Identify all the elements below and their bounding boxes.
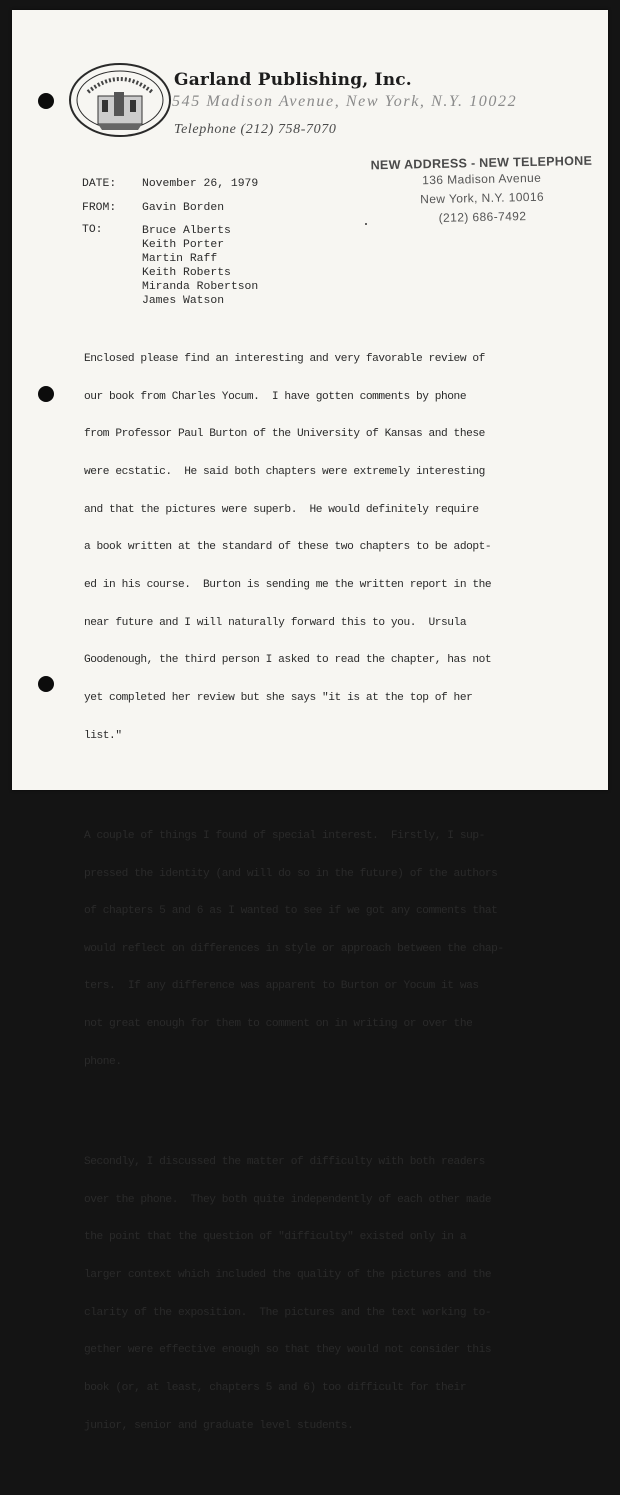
body-line: would reflect on differences in style or approach between the chap- — [84, 942, 504, 955]
letterhead-address: 545 Madison Avenue, New York, N.Y. 10022 — [172, 93, 518, 110]
date-value: November 26, 1979 — [142, 178, 259, 190]
letterhead-telephone: Telephone (212) 758-7070 — [174, 122, 337, 137]
body-line: over the phone. They both quite independently of each other made — [84, 1193, 492, 1206]
stamp-city: New York, N.Y. 10016 — [420, 189, 545, 207]
paragraph-2 — [84, 805, 584, 1094]
body-line: and that the pictures were superb. He would definitely require — [84, 503, 479, 516]
body-line: not great enough for them to comment on in writing or over the — [84, 1018, 473, 1031]
from-label: FROM: — [82, 202, 117, 214]
body-line: a book written at the standard of these two chapters to be adopt- — [84, 541, 492, 554]
to-label: TO: — [82, 224, 103, 236]
recipient: Martin Raff — [142, 253, 218, 265]
punch-hole-bottom — [38, 676, 54, 692]
recipient: Miranda Robertson — [142, 281, 259, 293]
date-label: DATE: — [82, 178, 117, 190]
company-name: Garland Publishing, Inc. — [174, 70, 412, 90]
body-line: clarity of the exposition. The pictures and the text working to- — [84, 1306, 492, 1319]
letter-page — [12, 10, 608, 1432]
punch-hole-middle — [38, 386, 54, 402]
letter-body — [84, 303, 584, 1495]
recipient: Keith Porter — [142, 239, 225, 251]
recipient: James Watson — [142, 295, 225, 307]
paragraph-1 — [84, 328, 584, 767]
body-line: ed in his course. Burton is sending me the written report in the — [84, 579, 492, 592]
body-line: the point that the question of "difficulty" existed only in a — [84, 1231, 467, 1244]
recipient-list — [142, 224, 258, 308]
body-line: pressed the identity (and will do so in the future) of the authors — [84, 867, 498, 880]
stamp-heading: NEW ADDRESS - NEW TELEPHONE — [370, 153, 593, 173]
body-line: list." — [84, 729, 122, 742]
publisher-seal-logo — [68, 62, 172, 138]
recipient: Bruce Alberts — [142, 225, 231, 237]
body-line: of chapters 5 and 6 as I wanted to see if we got any comments that — [84, 905, 498, 918]
paragraph-3 — [84, 1131, 584, 1457]
body-line: Secondly, I discussed the matter of difficulty with both readers — [84, 1156, 485, 1169]
stamp-street: 136 Madison Avenue — [422, 170, 542, 188]
body-line: were ecstatic. He said both chapters were extremely interesting — [84, 466, 485, 479]
body-line: gether were effective enough so that they would not consider this — [84, 1344, 492, 1357]
body-line: book (or, at least, chapters 5 and 6) too difficult for their — [84, 1381, 467, 1394]
ink-dot — [365, 223, 367, 225]
body-line: from Professor Paul Burton of the University of Kansas and these — [84, 428, 485, 441]
stamp-phone: (212) 686-7492 — [438, 209, 527, 225]
body-line: junior, senior and graduate level students. — [84, 1419, 354, 1432]
body-line: larger context which included the quality of the pictures and the — [84, 1269, 492, 1282]
punch-hole-top — [38, 93, 54, 109]
body-line: A couple of things I found of special interest. Firstly, I sup- — [84, 829, 485, 842]
body-line: phone. — [84, 1055, 122, 1068]
body-line: ters. If any difference was apparent to Burton or Yocum it was — [84, 980, 479, 993]
new-address-stamp — [363, 154, 600, 230]
body-line: Enclosed please find an interesting and very favorable review of — [84, 353, 485, 366]
body-line: yet completed her review but she says "it is at the top of her — [84, 691, 473, 704]
body-line: Goodenough, the third person I asked to read the chapter, has not — [84, 654, 492, 667]
body-line: our book from Charles Yocum. I have gotten comments by phone — [84, 390, 467, 403]
body-line: near future and I will naturally forward this to you. Ursula — [84, 616, 467, 629]
from-value: Gavin Borden — [142, 202, 225, 214]
recipient: Keith Roberts — [142, 267, 231, 279]
